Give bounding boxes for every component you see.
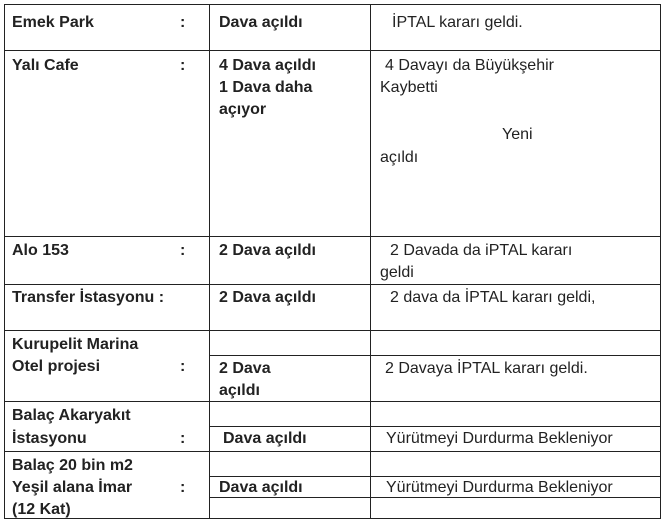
row-divider xyxy=(4,50,661,51)
project-name: Transfer İstasyonu : xyxy=(12,289,165,306)
table-border-left xyxy=(4,4,5,519)
row-divider xyxy=(4,330,661,331)
case-status: açıldı xyxy=(219,382,260,399)
row-divider xyxy=(4,401,661,402)
case-result: Kaybetti xyxy=(380,79,438,96)
colon: : xyxy=(180,430,186,447)
row-divider xyxy=(4,236,661,237)
colon: : xyxy=(180,14,186,31)
table-border-top xyxy=(4,4,661,5)
project-name: Yeşil alana İmar xyxy=(12,479,133,496)
column-divider xyxy=(209,4,210,519)
case-status: 2 Dava açıldı xyxy=(219,242,316,259)
column-divider xyxy=(370,4,371,519)
colon: : xyxy=(180,57,186,74)
case-status: 2 Dava xyxy=(219,360,271,377)
case-result: geldi xyxy=(380,264,414,281)
colon: : xyxy=(180,479,186,496)
project-name: Balaç Akaryakıt xyxy=(12,407,131,424)
project-name: Alo 153 xyxy=(12,242,69,259)
project-name: Emek Park xyxy=(12,14,94,31)
project-name: Balaç 20 bin m2 xyxy=(12,457,133,474)
cell-divider xyxy=(209,355,661,356)
project-name: Otel projesi xyxy=(12,358,101,375)
case-result: Yürütmeyi Durdurma Bekleniyor xyxy=(386,430,613,447)
row-divider xyxy=(4,284,661,285)
case-status: Dava açıldı xyxy=(219,14,303,31)
case-result: 4 Davayı da Büyükşehir xyxy=(385,57,554,74)
case-status: 1 Dava daha xyxy=(219,79,313,96)
case-result: açıldı xyxy=(380,149,419,166)
case-result: İPTAL kararı geldi. xyxy=(392,14,523,31)
project-name: Kurupelit Marina xyxy=(12,336,139,353)
project-name: (12 Kat) xyxy=(12,501,71,518)
case-status: 2 Dava açıldı xyxy=(219,289,316,306)
project-name: Yalı Cafe xyxy=(12,57,79,74)
case-result: 2 Davaya İPTAL kararı geldi. xyxy=(385,360,588,377)
project-name: İstasyonu xyxy=(12,430,87,447)
case-status: 4 Dava açıldı xyxy=(219,57,316,74)
colon: : xyxy=(180,242,186,259)
row-divider xyxy=(4,451,661,452)
cell-divider xyxy=(209,426,661,427)
case-result: Yürütmeyi Durdurma Bekleniyor xyxy=(386,479,613,496)
case-result: 2 Davada da iPTAL kararı xyxy=(390,242,573,259)
case-status: açıyor xyxy=(219,101,267,118)
case-result: 2 dava da İPTAL kararı geldi, xyxy=(390,289,596,306)
case-status: Dava açıldı xyxy=(219,479,303,496)
table-border-right xyxy=(660,4,661,519)
case-result: Yeni xyxy=(502,126,533,143)
case-status: Dava açıldı xyxy=(223,430,307,447)
colon: : xyxy=(180,358,186,375)
table-border-bottom xyxy=(4,518,661,519)
